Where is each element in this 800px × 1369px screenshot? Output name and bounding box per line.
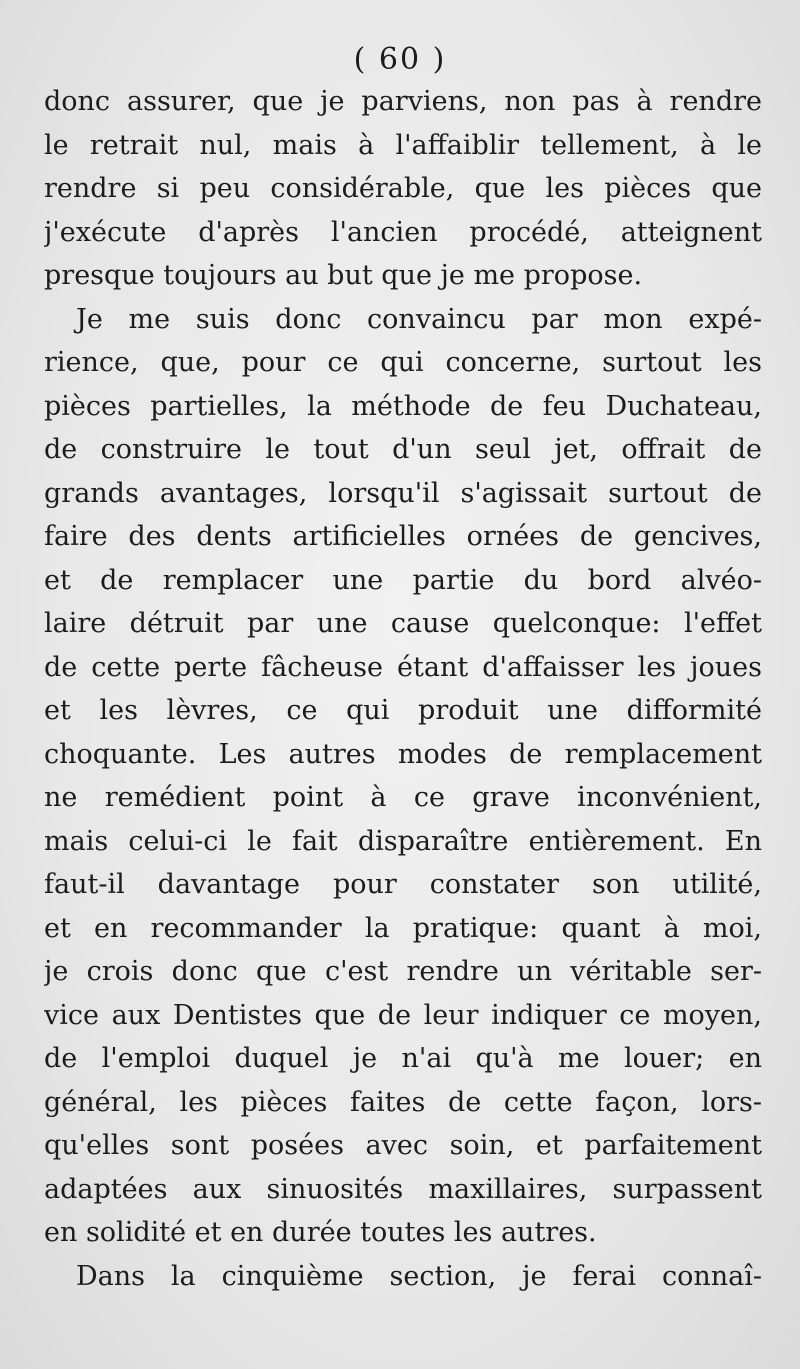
text-line: et en recommander la pratique: quant à moi, (44, 912, 762, 944)
text-line: vice aux Dentistes que de leur indiquer ce moyen, (44, 999, 762, 1031)
text-line: faut-il davantage pour constater son utilité, (44, 869, 762, 900)
text-line: et de remplacer une partie du bord alvéo- (44, 564, 762, 596)
text-line: donc assurer, que je parviens, non pas à rendre (44, 86, 762, 117)
text-line: grands avantages, lorsqu'il s'agissait surtout de (44, 477, 762, 509)
text-line: adaptées aux sinuosités maxillaires, surpassent (44, 1173, 762, 1205)
page-number: ( 60 ) (353, 42, 447, 77)
text-line: de cette perte fâcheuse étant d'affaisser les joues (44, 651, 762, 683)
text-line: de construire le tout d'un seul jet, offrait de (44, 434, 762, 465)
text-line: rendre si peu considérable, que les pièces que (44, 173, 762, 204)
text-line: presque toujours au but que je me propose. (44, 260, 643, 291)
paragraph-start-line: Je me suis donc convaincu par mon expé- (76, 303, 762, 335)
text-line: ne remédient point à ce grave inconvénient, (44, 782, 762, 813)
text-line: de l'emploi duquel je n'ai qu'à me louer; en (44, 1043, 762, 1074)
text-line: en solidité et en durée toutes les autres. (44, 1217, 597, 1248)
text-line: mais celui-ci le fait disparaître entièrement. En (44, 825, 762, 857)
text-line: et les lèvres, ce qui produit une difformité (44, 695, 762, 726)
body-text (44, 80, 762, 1298)
text-line: pièces partielles, la méthode de feu Duchateau, (44, 390, 762, 422)
paragraph-start-line: Dans la cinquième section, je ferai connaî- (76, 1260, 762, 1292)
text-line: faire des dents artificielles ornées de gencives, (44, 521, 762, 552)
text-line: le retrait nul, mais à l'affaiblir tellement, à le (44, 129, 762, 161)
text-line: choquante. Les autres modes de remplacement (44, 738, 762, 770)
text-line: laire détruit par une cause quelconque: l'effet (44, 608, 762, 639)
text-line: général, les pièces faites de cette façon, lors- (44, 1086, 762, 1118)
text-line: qu'elles sont posées avec soin, et parfaitement (44, 1130, 762, 1161)
text-line: j'exécute d'après l'ancien procédé, atteignent (44, 216, 762, 248)
text-line: je crois donc que c'est rendre un véritable ser- (44, 956, 762, 987)
text-line: rience, que, pour ce qui concerne, surtout les (44, 347, 762, 378)
